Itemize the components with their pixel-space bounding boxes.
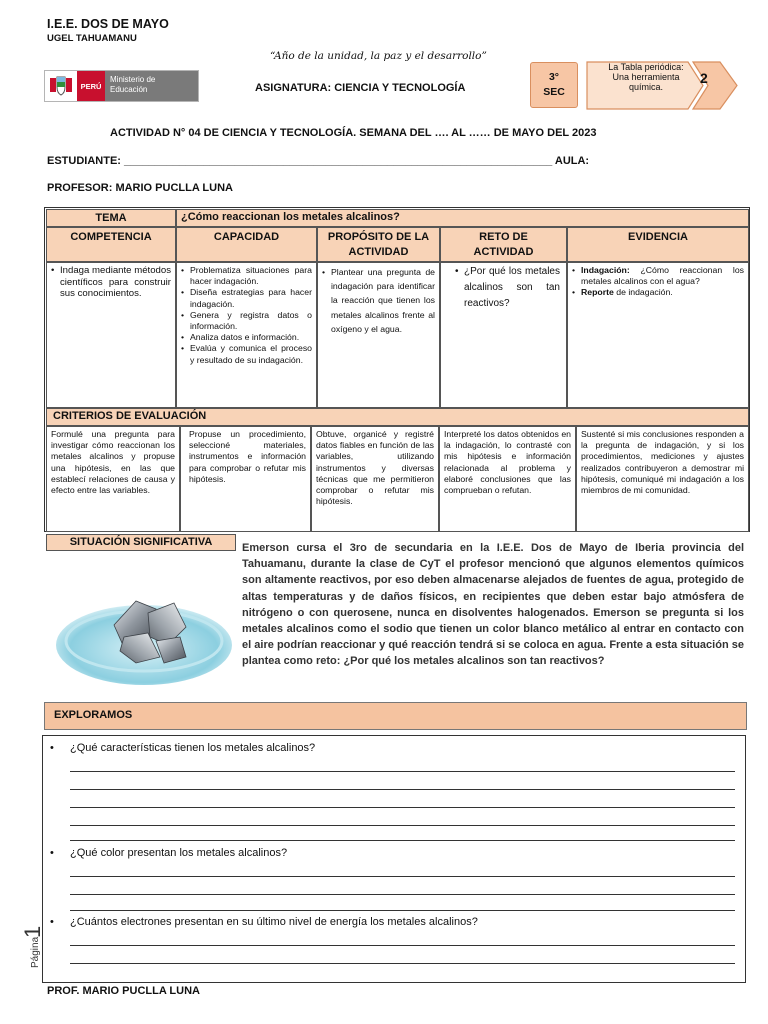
capacidad-item: • Diseña estrategias para hacer indagación. bbox=[181, 287, 312, 309]
criterio-4: Interpreté los datos obtenidos en la indagación, lo contrasté con mis hipótesis e información relacionada al problema y elaboré conclusiones que las comprueban o refutan. bbox=[439, 426, 576, 532]
professor-line: PROFESOR: MARIO PUCLLA LUNA bbox=[47, 182, 233, 194]
answer-line[interactable] bbox=[70, 807, 735, 808]
proposito-cell bbox=[317, 262, 440, 408]
page-digit: 1 bbox=[20, 925, 45, 938]
year-motto: “Año de la unidad, la paz y el desarrollo” bbox=[270, 50, 487, 62]
question-text: ¿Qué color presentan los metales alcalinos? bbox=[70, 847, 288, 859]
question-text: ¿Cuántos electrones presentan en su último nivel de energía los metales alcalinos? bbox=[70, 916, 478, 928]
criterio-1: Formulé una pregunta para investigar cómo reaccionan los metales alcalinos y propuse una hipótesis, en las que establecí relaciones de causa y efecto entre las variables. bbox=[46, 426, 180, 532]
criterio-2: Propuse un procedimiento, seleccioné materiales, instrumentos e información para comprobar o refutar mis hipótesis. bbox=[180, 426, 311, 532]
header-evidencia: EVIDENCIA bbox=[567, 227, 749, 262]
header-proposito: PROPÓSITO DE LA ACTIVIDAD bbox=[317, 227, 440, 262]
capacidad-item: • Evalúa y comunica el proceso y resultado de su indagación. bbox=[181, 343, 312, 365]
reto-cell bbox=[440, 262, 567, 408]
criterio-5: Sustenté si mis conclusiones responden a la pregunta de indagación, y si los procedimientos, mediciones y ajustes realizados contribuyeron a demostrar mi hipótesis, comuniqué mi indagación a los miembros de mi comunidad. bbox=[576, 426, 749, 532]
reto-text: • ¿Por qué los metales alcalinos son tan reactivos? bbox=[455, 264, 560, 312]
question-bullet: • bbox=[50, 742, 54, 754]
evidencia-label: Indagación: bbox=[581, 265, 630, 275]
tema-label: TEMA bbox=[46, 209, 176, 227]
evidencia-label: Reporte bbox=[581, 287, 614, 298]
footer-professor: PROF. MARIO PUCLLA LUNA bbox=[47, 985, 200, 997]
answer-line[interactable] bbox=[70, 910, 735, 911]
page-label: Página bbox=[30, 936, 41, 968]
logo-country: PERÚ bbox=[77, 71, 105, 101]
situacion-text: Emerson cursa el 3ro de secundaria en la I.E.E. Dos de Mayo de Iberia provincia del Tahuamanu, durante la clase de CyT el profesor mencionó que algunos elementos químicos son altamente reactivos, por eso deben almacenarse alejados de fuentes de agua, protegido de altas temperaturas y de daños físicos, en recipientes que deben estar bajo atmósfera de nitrógeno o con querosene, nunca en disolventes halogenados. Emerson se pregunta si los metales alcalinos como el sodio que tienen un color blanco metálico al entrar en contacto con el aire podrían reaccionar y qué reacción tendrá si se coloca en agua. Frente a esta situación se plantea como reto: ¿Por qué los metales alcalinos son tan reactivos? bbox=[242, 542, 744, 668]
question-bullet: • bbox=[50, 847, 54, 859]
unit-number: 2 bbox=[700, 70, 708, 86]
question-bullet: • bbox=[50, 916, 54, 928]
grade-level: SEC bbox=[543, 86, 565, 98]
header-reto: RETO DE ACTIVIDAD bbox=[440, 227, 567, 262]
criterios-label: CRITERIOS DE EVALUACIÓN bbox=[46, 408, 749, 426]
answer-line[interactable] bbox=[70, 945, 735, 946]
evidencia-item bbox=[572, 265, 744, 287]
capacidad-item: • Genera y registra datos o información. bbox=[181, 310, 312, 332]
capacidad-item: • Analiza datos e información. bbox=[181, 332, 312, 343]
competencia-text: • Indaga mediante métodos científicos para construir sus conocimientos. bbox=[51, 265, 171, 300]
evidencia-item bbox=[572, 287, 744, 298]
logo-ministry: Ministerio de Educación bbox=[105, 71, 198, 101]
subject-title: ASIGNATURA: CIENCIA Y TECNOLOGÍA bbox=[255, 82, 466, 94]
answer-line[interactable] bbox=[70, 963, 735, 964]
header-capacidad: CAPACIDAD bbox=[176, 227, 317, 262]
evidencia-cell bbox=[567, 262, 749, 408]
capacidad-item: • Problematiza situaciones para hacer indagación. bbox=[181, 265, 312, 287]
header-competencia: COMPETENCIA bbox=[46, 227, 176, 262]
capacidad-cell bbox=[176, 262, 317, 408]
grade-badge bbox=[530, 62, 578, 108]
school-name: I.E.E. DOS DE MAYO bbox=[47, 17, 169, 31]
activity-title: ACTIVIDAD N° 04 DE CIENCIA Y TECNOLOGÍA. SEMANA DEL …. AL …… DE MAYO DEL 2023 bbox=[110, 127, 597, 139]
criterio-3: Obtuve, organicé y registré datos fiables en función de las variables, utilizando instrumentos y diversas técnicas que me permitieron comprobar o refutar mis hipótesis. bbox=[311, 426, 439, 532]
evidencia-text: ¿Cómo reaccionan los metales alcalinos con el agua? bbox=[581, 265, 744, 287]
explore-label: EXPLORAMOS bbox=[44, 702, 747, 730]
ugel-name: UGEL TAHUAMANU bbox=[47, 33, 137, 44]
answer-line[interactable] bbox=[70, 789, 735, 790]
situacion-label: SITUACIÓN SIGNIFICATIVA bbox=[46, 534, 236, 551]
proposito-text: • Plantear una pregunta de indagación para identificar la reacción que tienen los metales alcalinos frente al oxígeno y el agua. bbox=[322, 265, 435, 336]
answer-line[interactable] bbox=[70, 825, 735, 826]
evidencia-text: de indagación. bbox=[613, 287, 673, 298]
student-line: ESTUDIANTE: ______________________________________________________________________ AULA: bbox=[47, 155, 590, 167]
alkali-metal-photo bbox=[52, 553, 235, 693]
unit-title: La Tabla periódica: Una herramienta química. bbox=[608, 62, 684, 92]
tema-value: ¿Cómo reaccionan los metales alcalinos? bbox=[176, 209, 749, 227]
competencia-cell bbox=[46, 262, 176, 408]
answer-line[interactable] bbox=[70, 876, 735, 877]
answer-line[interactable] bbox=[70, 840, 735, 841]
page-number bbox=[16, 920, 46, 970]
answer-line[interactable] bbox=[70, 771, 735, 772]
grade-number: 3° bbox=[548, 71, 560, 83]
ministry-logo bbox=[44, 70, 199, 102]
question-text: ¿Qué características tienen los metales alcalinos? bbox=[70, 742, 316, 754]
peru-shield-icon bbox=[45, 71, 77, 101]
answer-line[interactable] bbox=[70, 894, 735, 895]
